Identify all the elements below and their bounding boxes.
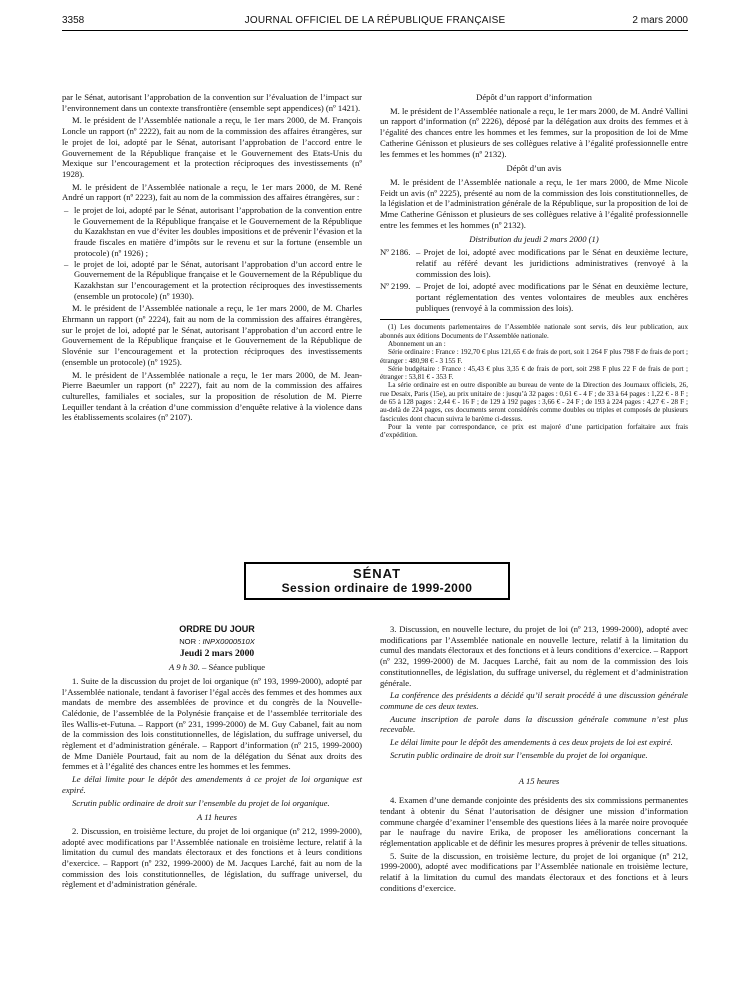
nor-label: NOR : xyxy=(179,636,201,646)
time-label: A 9 h 30. xyxy=(168,662,200,673)
list-item: – le projet de loi, adopté par le Sénat, autorisant l’approbation d’un accord entre le Gouvernement de la République française et le Gouvernement de la République du Kazakhstan sur l’encouragement et la protection réciproques des investissements (ensemble un protocole) (nº 1930). xyxy=(62,259,362,302)
agenda-note: Le délai limite pour le dépôt des amendements à ces deux projets de loi est expiré. xyxy=(390,737,673,748)
session-time: A 11 heures xyxy=(197,812,237,823)
agenda-note: Le délai limite pour le dépôt des amendements à ce projet de loi organique est expiré. xyxy=(62,774,362,795)
senat-title: SÉNAT xyxy=(352,566,402,581)
agenda-item: 5. Suite de la discussion, en troisième lecture, du projet de loi organique (nº 212, 1999-2000), adopté avec modifications par l’Assemblée nationale en troisième lecture, relatif à la limitation du cumul des mandats électoraux et des fonctions et à leurs conditions d’exercice. xyxy=(380,850,688,893)
paragraph: M. le président de l’Assemblée nationale a reçu, le 1er mars 2000, de M. Jean-Pierre Baeumler un rapport (nº 2227), fait au nom de la commission des affaires culturelles, familiales et sociales, sur la proposition de résolution de M. Pierre Lequiller tendant à la création d’une commission d’enquête relative à la violence dans les établissements scolaires (nº 2107). xyxy=(62,369,362,423)
agenda-note: Scrutin public ordinaire de droit sur l’ensemble du projet de loi organique. xyxy=(72,797,330,808)
issue-date: 2 mars 2000 xyxy=(632,15,688,26)
session-time: A 15 heures xyxy=(518,776,560,787)
footnote-text: Série budgétaire : France : 45,43 € plus 3,35 € de frais de port, soit 298 F plus 22 F de frais de port ; étranger : 53,81 € - 353 F. xyxy=(380,364,688,382)
time-suffix: – Séance publique xyxy=(199,662,266,673)
footnote-rule xyxy=(380,319,450,320)
journal-title: JOURNAL OFFICIEL DE LA RÉPUBLIQUE FRANÇAISE xyxy=(244,15,506,26)
distribution-heading: Distribution du jeudi 2 mars 2000 (1) xyxy=(469,234,599,245)
nor-reference xyxy=(62,637,362,648)
footnote-text: (1) Les documents parlementaires de l’Assemblée nationale sont servis, dès leur publication, aux abonnés aux éditions Documents de l’Assemblée nationale. xyxy=(380,323,688,340)
agenda-title: ORDRE DU JOUR xyxy=(179,624,255,634)
agenda-note: Aucune inscription de parole dans la discussion générale commune n’est plus recevable. xyxy=(380,713,688,735)
page-number: 3358 xyxy=(62,15,85,26)
section-heading: Dépôt d’un rapport d’information xyxy=(476,92,592,102)
paragraph: par le Sénat, autorisant l’approbation de la convention sur l’évaluation de l’impact sur l’environnement dans un contexte transfrontière (ensemble sept appendices) (nº 1421). xyxy=(62,92,362,113)
bill-list xyxy=(62,205,362,301)
agenda-item: 4. Examen d’une demande conjointe des présidents des six commissions permanentes tendant à obtenir du Sénat l’autorisation de désigner une mission d’information commune chargée d’examiner l’ensemble des questions liées à la marée noire provoquée par le naufrage du navire Erika, de proposer les améliorations concernant la réglementation applicable et de définir les mesures propres à prévenir de telles situations. xyxy=(380,795,688,848)
agenda-item: 3. Discussion, en nouvelle lecture, du projet de loi (nº 213, 1999-2000), adopté avec modifications par l’Assemblée nationale en nouvelle lecture, relatif à la limitation du cumul des mandats électoraux et des fonctions et à leurs conditions d’exercice. – Rapport (nº 232, 1999-2000) de M. Jacques Larché, fait au nom de la commission des lois constitutionnelles, de législation, du suffrage universel, du règlement et d’administration générale. xyxy=(380,624,688,688)
footnote xyxy=(380,323,688,439)
page-header xyxy=(62,13,688,29)
paragraph: M. le président de l’Assemblée nationale a reçu, le 1er mars 2000, de M. François Loncle un rapport (nº 2222), fait au nom de la commission des affaires étrangères, sur le projet de loi, adopté par le Sénat, autorisant l’approbation de l’accord entre le Gouvernement de la République française et le Gouvernement des Etats-Unis du Mexique sur l’encouragement et la protection réciproques des investissements (nº 1928). xyxy=(62,115,362,179)
item-text: – Projet de loi, adopté avec modifications par le Sénat en deuxième lecture, relatif au référé devant les juridictions administratives (renvoyé à la commission des lois). xyxy=(416,247,688,279)
footnote-text: Série ordinaire : France : 192,70 € plus 121,65 € de frais de port, soit 1 264 F plus 798 F de frais de port ; étranger : 480,98 € - 3 155 F. xyxy=(380,348,688,365)
agenda-item: 2. Discussion, en troisième lecture, du projet de loi organique (nº 212, 1999-2000), adopté avec modifications par l’Assemblée nationale en troisième lecture, relatif à la limitation du cumul des mandats électoraux et des fonctions et à leurs conditions d’exercice. – Rapport (nº 232, 1999-2000) de M. Jacques Larché, fait au nom de la commission des lois constitutionnelles, de législation, du suffrage universel, du règlement et d’administration générale. xyxy=(62,825,362,890)
paragraph: M. le président de l’Assemblée nationale a reçu, le 1er mars 2000, de M. André Vallini un rapport d’information (nº 2226), déposé par la délégation aux droits des femmes et à l’égalité des chances entre les hommes et les femmes, sur la proposition de loi de Mme Catherine Génisson et plusieurs de ses collègues relative à l’égalité professionnelle entre les femmes et les hommes (nº 2132). xyxy=(380,105,688,159)
session-day: Jeudi 2 mars 2000 xyxy=(179,648,255,660)
senat-title-box xyxy=(244,562,510,600)
list-item xyxy=(380,281,688,313)
bottom-left-column xyxy=(62,624,362,892)
footnote-text: Abonnement un an : xyxy=(388,339,446,348)
header-rule xyxy=(62,30,688,31)
agenda-note: Scrutin public ordinaire de droit sur l’ensemble du projet de loi organique. xyxy=(390,749,648,760)
top-left-column xyxy=(62,92,362,425)
list-item: – le projet de loi, adopté par le Sénat, autorisant l’approbation de la convention entre le Gouvernement de la République française et le Gouvernement de la République du Kazakhstan en vue d’éviter les doubles impositions et de prévenir l’évasion et la fraude fiscales en matière d’impôts sur le revenu et sur la fortune (ensemble un protocole) (nº 1926) ; xyxy=(62,205,362,259)
agenda-note: La conférence des présidents a décidé qu’il serait procédé à une discussion générale commune de ces deux textes. xyxy=(380,690,688,711)
footnote-text: Pour la vente par correspondance, ce prix est majoré d’une participation forfaitaire aux frais d’expédition. xyxy=(380,422,688,440)
session-time xyxy=(62,662,362,673)
top-right-column xyxy=(380,92,688,440)
paragraph: M. le président de l’Assemblée nationale a reçu, le 1er mars 2000, de M. Charles Ehrmann un rapport (nº 2224), fait au nom de la commission des affaires étrangères, sur le projet de loi, adopté par le Sénat, autorisant l’approbation d’un accord entre le Gouvernement de la République française et le Gouvernement de la République de Slovénie sur l’encouragement et la protection réciproques des investissements (ensemble un protocole) (nº 1925). xyxy=(62,303,362,367)
senat-subtitle: Session ordinaire de 1999-2000 xyxy=(281,581,473,595)
item-number: Nº 2199. xyxy=(380,281,411,292)
paragraph: M. le président de l’Assemblée nationale a reçu, le 1er mars 2000, de M. René André un rapport (nº 2223), fait au nom de la commission des affaires étrangères, sur : xyxy=(62,181,362,203)
nor-code: INPX0000510X xyxy=(202,636,255,646)
paragraph: M. le président de l’Assemblée nationale a reçu, le 1er mars 2000, de Mme Nicole Feidt un avis (nº 2225), présenté au nom de la commission des lois constitutionnelles, de la législation et de l’administration générale de la République, sur la proposition de loi de Mme Catherine Génisson et plusieurs de ses collègues relative à l’égalité professionnelle entre les femmes et les hommes (nº 2132). xyxy=(380,176,688,230)
footnote-text: La série ordinaire est en outre disponible au bureau de vente de la Direction des Journaux officiels, 26, rue Desaix, Paris (15e), au prix unitaire de : jusqu’à 32 pages : 0,61 € - 4 F ; de 33 à 64 pages : 1,22 € - 8 F ; de 65 à 128 pages : 2,44 € - 16 F ; de 129 à 192 pages : 3,66 € - 24 F ; de 193 à 224 pages : 4,27 € - 28 F ; au-delà de 224 pages, ces documents seront considérés comme doubles ou triples et composés de plusieurs fascicules dont chacun suivra le barème ci-dessus. xyxy=(380,381,688,423)
item-text: – Projet de loi, adopté avec modifications par le Sénat en deuxième lecture, portant réglementation des ventes volontaires de meubles aux enchères publiques (renvoyé à la commission des lois). xyxy=(416,281,688,313)
list-item xyxy=(380,247,688,279)
item-number: Nº 2186. xyxy=(380,247,411,258)
bottom-right-column xyxy=(380,624,688,895)
agenda-item: 1. Suite de la discussion du projet de loi organique (nº 193, 1999-2000), adopté par l’Assemblée nationale, tendant à favoriser l’égal accès des femmes et des hommes aux mandats de membre des assemblées de province et du congrès de la Nouvelle-Calédonie, de l’assemblée de la Polynésie française et de l’assemblée territoriale des îles Wallis-et-Futuna. – Rapport (nº 231, 1999-2000) de M. Guy Cabanel, fait au nom de la commission des lois constitutionnelles, de législation, du suffrage universel, du règlement et d’administration générale. – Rapport d’information (nº 215, 1999-2000) de Mme Danièle Pourtaud, fait au nom de la délégation du Sénat aux droits des femmes et à l’égalité des chances entre les hommes et les femmes. xyxy=(62,675,362,772)
section-heading: Dépôt d’un avis xyxy=(506,163,562,174)
